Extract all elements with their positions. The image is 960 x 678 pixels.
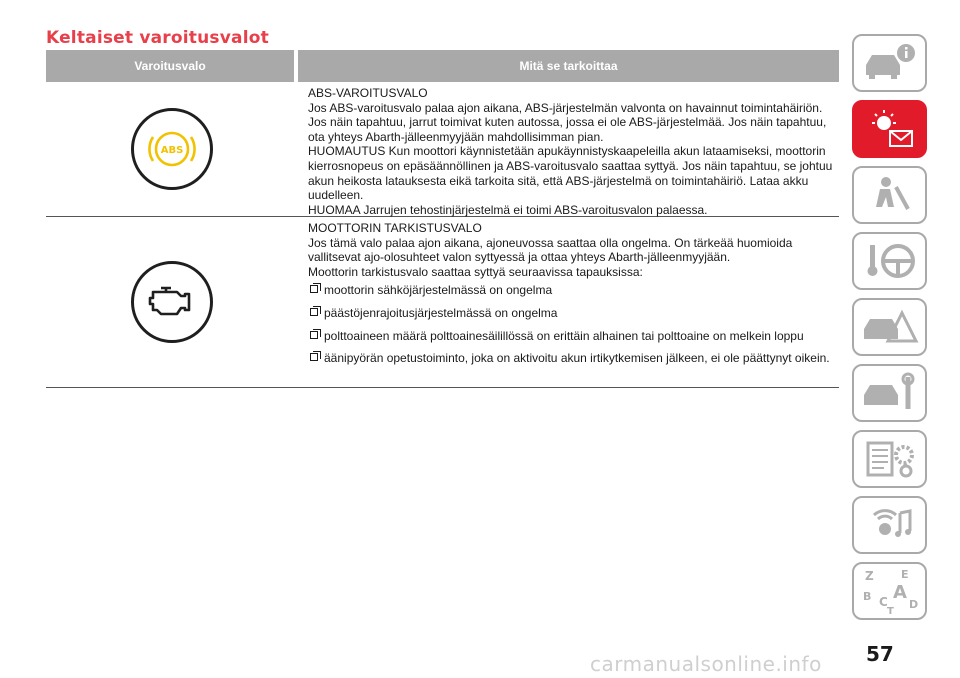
engine-cases-intro: Moottorin tarkistusvalo saattaa syttyä seuraavissa tapauksissa:	[308, 264, 643, 279]
multimedia-icon	[860, 503, 920, 547]
list-item	[308, 329, 839, 344]
page-number: 57	[866, 642, 894, 666]
engine-heading: MOOTTORIN TARKISTUSVALO	[308, 221, 482, 235]
car-maintenance-icon	[860, 371, 920, 415]
sidebar-tab-car-info[interactable]	[852, 34, 927, 92]
index-letter: E	[900, 568, 909, 581]
abs-warning-icon	[131, 108, 213, 190]
abs-heading: ABS-VAROITUSVALO	[308, 86, 428, 100]
sidebar-tab-multimedia[interactable]	[852, 496, 927, 554]
watermark: carmanualsonline.info	[590, 652, 822, 676]
checkbox-bullet-icon	[310, 331, 318, 339]
list-item-text: päästöjenrajoitusjärjestelmässä on ongelma	[324, 305, 558, 320]
safety-airbag-icon	[860, 173, 920, 217]
sidebar-tab-emergency[interactable]	[852, 298, 927, 356]
sidebar-tab-index[interactable]	[852, 562, 927, 620]
sidebar-tab-maintenance[interactable]	[852, 364, 927, 422]
check-engine-icon	[131, 261, 213, 343]
index-letter: T	[886, 606, 894, 616]
alphabetical-index-icon	[859, 566, 921, 616]
engine-cases-list	[308, 283, 839, 365]
list-item-text: polttoaineen määrä polttoainesäilillössä on erittäin alhainen tai polttoaine on melkein loppu	[324, 328, 804, 343]
car-info-icon	[860, 41, 920, 85]
warning-lights-table	[46, 50, 839, 388]
checkbox-bullet-icon	[310, 308, 318, 316]
list-item	[308, 306, 839, 321]
table-row	[46, 217, 839, 388]
list-item-text: moottorin sähköjärjestelmässä on ongelma	[324, 283, 553, 298]
list-item	[308, 283, 839, 298]
index-letter: Z	[864, 569, 874, 583]
sidebar-tab-safety[interactable]	[852, 166, 927, 224]
list-item-text: äänipyörän opetustoiminto, joka on aktivoitu akun irtikytkemisen jälkeen, ei ole päättynyt oikein.	[324, 351, 830, 366]
key-steering-wheel-icon	[860, 239, 920, 283]
description-cell	[298, 82, 839, 216]
checkbox-bullet-icon	[310, 353, 318, 361]
table-row	[46, 82, 839, 217]
sidebar-tab-warning-lights[interactable]	[852, 100, 927, 158]
icon-cell	[46, 82, 298, 216]
abs-icon-label: ABS	[160, 145, 184, 156]
index-letter: B	[862, 590, 871, 603]
technical-data-icon	[860, 437, 920, 481]
abs-description: Jos ABS-varoitusvalo palaa ajon aikana, ABS-järjestelmän valvonta on havainnut toimintahäiriön. Jos näin tapahtuu, jarrut toimivat kuten autossa, jossa ei ole ABS-järjestelmää. Jos näin tapahtuu, ota yhteys Abarth-jälleenmyyjään mahdollisimman pian.	[308, 100, 827, 144]
sidebar-tab-starting-driving[interactable]	[852, 232, 927, 290]
index-letter: A	[892, 582, 907, 603]
table-header	[46, 50, 839, 82]
index-letter: C	[878, 595, 888, 609]
abs-note: HUOMAUTUS Kun moottori käynnistetään apukäynnistyskaapeleilla akun lataamiseksi, moottorin kierrosnopeus on epäsäännöllinen ja ABS-varoitusvalo saattaa syttyä. Jos näin tapahtuu, se johtuu akun heikosta latauksesta eikä tarkoita sitä, että ABS-järjestelmä on toimintahäiriö. Lataa akku uudelleen.	[308, 144, 833, 203]
abs-warning-glyph	[144, 121, 200, 177]
abs-remark: HUOMAA Jarrujen tehostinjärjestelmä ei toimi ABS-varoitusvalon palaessa.	[308, 202, 708, 217]
description-cell	[298, 217, 839, 387]
sidebar-tab-technical-data[interactable]	[852, 430, 927, 488]
page-title: Keltaiset varoitusvalot	[46, 28, 269, 48]
list-item	[308, 351, 839, 366]
car-breakdown-icon	[860, 305, 920, 349]
engine-description: Jos tämä valo palaa ajon aikana, ajoneuvossa saattaa olla ongelma. On tärkeää huomioida vallitsevat ajo-olosuhteet valon syttyessä ja ottaa yhteys Abarth-jälleenmyyjään.	[308, 235, 793, 265]
index-letter: D	[908, 598, 918, 611]
chapter-sidebar	[852, 34, 927, 628]
header-meaning: Mitä se tarkoittaa	[519, 59, 618, 73]
header-warning-light: Varoitusvalo	[134, 59, 206, 73]
warning-lights-icon	[860, 105, 920, 153]
checkbox-bullet-icon	[310, 285, 318, 293]
check-engine-glyph	[147, 284, 197, 320]
icon-cell	[46, 217, 298, 387]
